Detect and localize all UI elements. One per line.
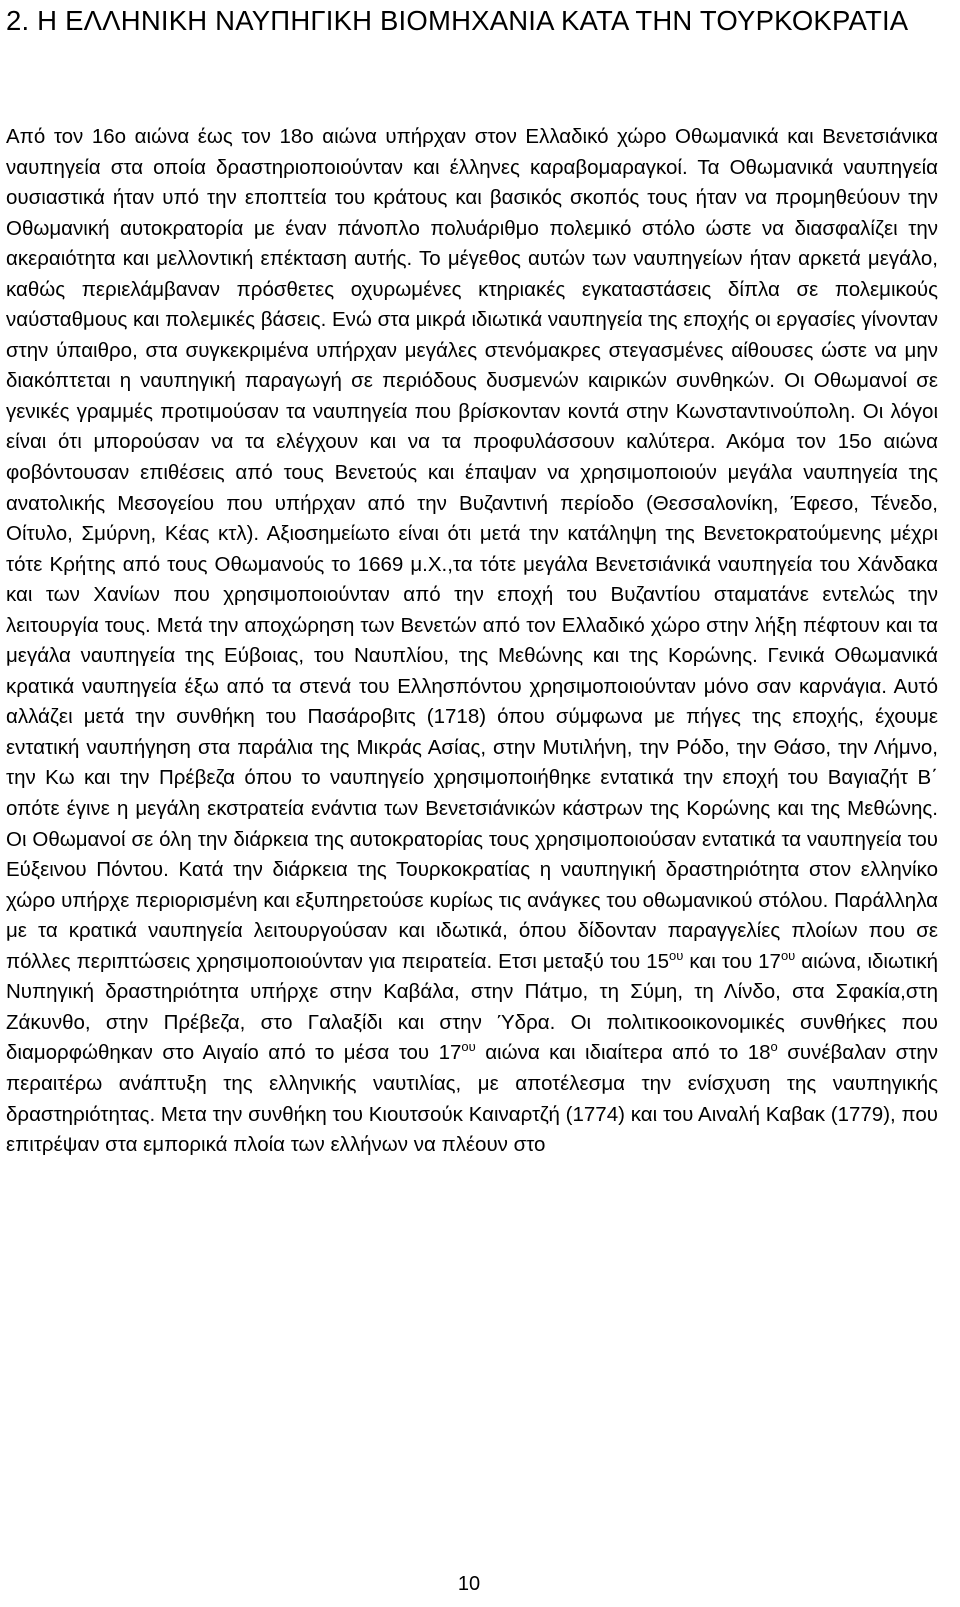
superscript-ordinal: ου <box>780 947 796 963</box>
superscript-ordinal: ου <box>669 947 684 963</box>
paragraph-text: αιώνα, ιδιωτική Νυπηγική δραστηριότητα υπήρχε στην Καβάλα, στην Πάτμο, τη Σύμη, τη Λίνδο, στα Σφακία,στη Ζάκυνθο, στην Πρέβεζα, στο Γαλαξίδι και στην Ύδρα. Οι πολιτικοοικονομικές συνθήκες που διαμορφώθηκαν στο Αιγαίο από το μέσα του 17 <box>6 949 938 1065</box>
paragraph-text: αιώνα και ιδιαίτερα από το 18 <box>475 1041 771 1065</box>
section-heading: 2. Η ΕΛΛΗΝΙΚΗ ΝΑΥΠΗΓΙΚΗ ΒΙΟΜΗΧΑΝΙΑ ΚΑΤΑ ΤΗΝ ΤΟΥΡΚΟΚΡΑΤΙΑ <box>6 5 909 36</box>
superscript-ordinal: ο <box>770 1039 778 1055</box>
page-number: 10 <box>457 1573 481 1595</box>
paragraph-text: συνέβαλαν στην περαιτέρω ανάπτυξη της ελληνικής ναυτιλίας, με αποτέλεσμα την ενίσχυση της ναυπηγικής δραστηριότητας. Μετα την συνθήκη του Κιουτσούκ Καιναρτζή (1774) και του Αιναλή Καβακ (1779), που επιτρέψαν στα εμπορικά πλοία των ελλήνων να πλέουν στο <box>6 1041 939 1157</box>
paragraph-text: Από τον 16ο αιώνα έως τον 18ο αιώνα υπήρχαν στον Ελλαδικό χώρο Οθωμανικά και Βενετσιάνικα ναυπηγεία στα οποία δραστηριοποιούνταν και έλληνες καραβομαραγκοί. Τα Οθωμανικά ναυπηγεία ουσιαστικά ήταν υπό την εποπτεία του κράτους και βασικός σκοπός τους ήταν να προμηθεύουν την Οθωμανική αυτοκρατορία με έναν πάνοπλο πολυάριθμο πολεμικό στόλο ώστε να διασφαλίζει την ακεραιότητα και μελλοντική επέκταση αυτής. Το μέγεθος αυτών των ναυπηγείων ήταν αρκετά μεγάλο, καθώς περιελάμβαναν πρόσθετες οχυρωμένες κτηριακές εγκαταστάσεις δίπλα σε πολεμικούς ναύσταθμους και πολεμικές βάσεις. Ενώ στα μικρά ιδιωτικά ναυπηγεία της εποχής οι εργασίες γίνονταν στην ύπαιθρο, στα συγκεκριμένα υπήρχαν μεγάλες στενόμακρες στεγασμένες αίθουσες ώστε να μην διακόπτεται η ναυπηγική παραγωγή σε περιόδους δυσμενών καιρικών συνθηκών. Οι Οθωμανοί σε γενικές γραμμές προτιμούσαν τα ναυπηγεία που βρίσκονταν κοντά στην Κωνσταντινούπολη. Οι λόγοι είναι ότι μπορούσαν να τα ελέγχουν και να τα προφυλάσσουν καλύτερα. Ακόμα τον 15ο αιώνα φοβόντουσαν επιθέσεις από τους Βενετούς και έπαψαν να χρησιμοποιούν μεγάλα ναυπηγεία της ανατολικής Μεσογείου που υπήρχαν από την Βυζαντινή περίοδο (Θεσσαλονίκη, Έφεσο, Τένεδο, Οίτυλο, Σμύρνη, Κέας κτλ). Αξιοσημείωτο είναι ότι μετά την κατάληψη της Βενετοκρατούμενης μέχρι τότε Κρήτης από τους Οθωμανούς το 1669 μ.Χ.,τα τότε μεγάλα Βενετσιάνικά ναυπηγεία του Χάνδακα και των Χανίων που χρησιμοποιούνταν από την εποχή του Βυζαντίου σταματάνε εντελώς την λειτουργία τους. Μετά την αποχώρηση των Βενετών από τον Ελλαδικό χώρο στην λήξη πέφτουν και τα μεγάλα ναυπηγεία της Εύβοιας, του Ναυπλίου, της Μεθώνης και της Κορώνης. Γενικά Οθωμανικά κρατικά ναυπηγεία έξω από τα στενά του Ελλησπόντου χρησιμοποιούνταν μόνο σαν καρνάγια. Αυτό αλλάζει μετά την συνθήκη του Πασάροβιτς (1718) όπου σύμφωνα με πήγες της εποχής, έχουμε εντατική ναυπήγηση στα παράλια της Μικράς Ασίας, στην Μυτιλήνη, την Ρόδο, την Θάσο, την Λήμνο, την Κω και την Πρέβεζα όπου το ναυπηγείο χρησιμοποιήθηκε εντατικά την εποχή του Βαγιαζήτ Β΄ οπότε έγινε η μεγάλη εκστρατεία ενάντια των Βενετσιάνικών κάστρων της Κορώνης και της Μεθώνης. Οι Οθωμανοί σε όλη την διάρκεια της αυτοκρατορίας τους χρησιμοποιούσαν εντατικά τα ναυπηγεία του Εύξεινου Πόντου. Κατά την διάρκεια της Τουρκοκρατίας η ναυπηγική δραστηριότητα στον ελληνίκο χώρο υπήρχε περιορισμένη και εξυπηρετούσε κυρίως τις ανάγκες του οθωμανικού στόλου. Παράλληλα με τα κρατικά ναυπηγεία λειτουργούσαν και ιδωτικά, όπου δίδονταν παραγγελίες πλοίων που σε πόλλες περιπτώσεις χρησιμοποιούνταν για πειρατεία. Ετσι μεταξύ του 15 <box>6 125 938 973</box>
body-paragraph <box>6 122 938 1161</box>
superscript-ordinal: ου <box>461 1039 476 1055</box>
paragraph-text: και του 17 <box>683 949 781 973</box>
